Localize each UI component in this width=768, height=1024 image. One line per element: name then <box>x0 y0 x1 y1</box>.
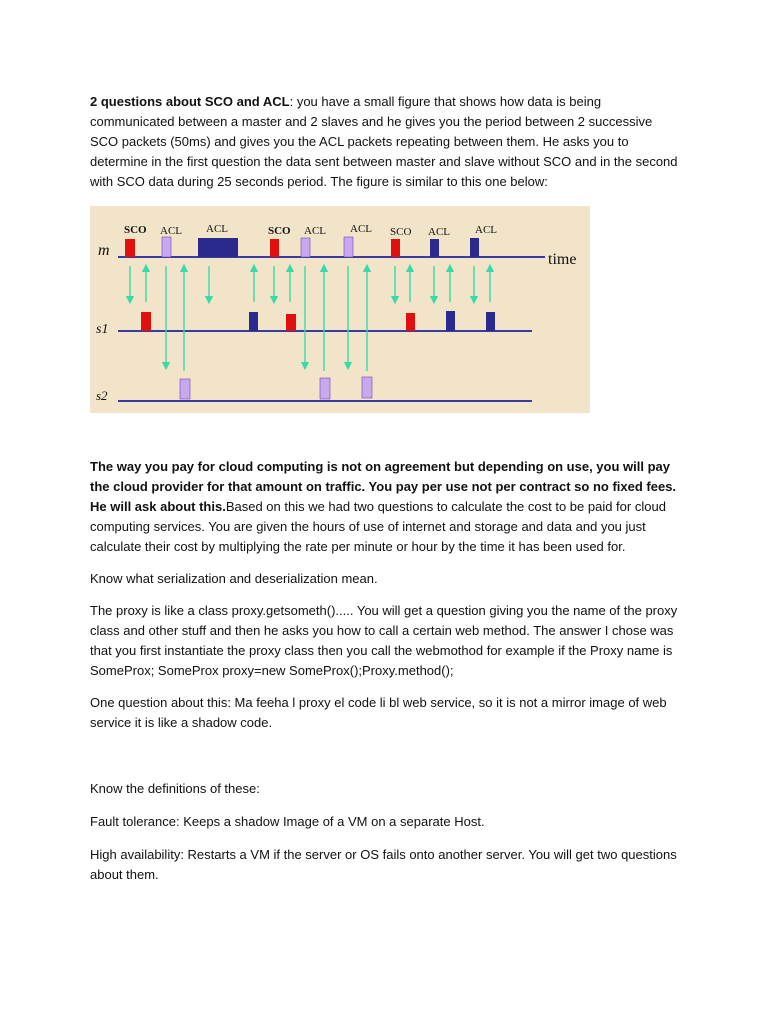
packet-m-acl-3 <box>301 238 310 257</box>
packet-s1-acl-1 <box>249 312 258 331</box>
packet-s1-sco-3 <box>406 313 415 331</box>
bold-cloud-pay: The way you pay for cloud computing is not on agreement but depending on use, you will pay the cloud provider for that amount on traffic. You pay per use not per contract so no fixed fees. He will ask about this. <box>90 459 677 514</box>
label-sco-3: SCO <box>390 226 412 238</box>
packet-s1-sco-2 <box>286 314 296 331</box>
paragraph-sco-acl: 2 questions about SCO and ACL: you have a small figure that shows how data is being communicated between a master and 2 slaves and he gives you the period between 2 successive SCO packets (50ms) and gives you the ACL packets repeating between them. He asks you to determine in the first question the data sent between master and slave without SCO and in the second with SCO data during 25 seconds period. The figure is similar to this one below: <box>90 94 678 189</box>
label-time: time <box>548 251 577 268</box>
label-s2: s2 <box>96 388 108 403</box>
packet-m-sco-1 <box>125 239 135 257</box>
packet-m-acl-4 <box>344 237 353 257</box>
paragraph-serialization: Know what serialization and deserialization mean. <box>90 571 378 586</box>
packet-m-acl-5 <box>430 239 439 257</box>
packet-s1-acl-3 <box>486 312 495 331</box>
label-acl-2: ACL <box>206 223 228 235</box>
packet-m-acl-2 <box>198 238 238 257</box>
packet-m-acl-6 <box>470 238 479 257</box>
paragraph-cloud-pay: The way you pay for cloud computing is not on agreement but depending on use, you will pay the cloud provider for that amount on traffic. You pay per use not per contract so no fixed fees. He will ask about this.Based on this we had two questions to calculate the cost to be paid for cloud computing services. You are given the hours of use of internet and storage and data and you just calculate their cost by multiplying the rate per minute or hour by the time it has been used for. <box>90 459 677 554</box>
paragraph-fault-tolerance: Fault tolerance: Keeps a shadow Image of a VM on a separate Host. <box>90 814 485 829</box>
packet-m-sco-2 <box>270 239 279 257</box>
packet-s1-acl-2 <box>446 311 455 331</box>
sco-acl-figure <box>90 206 590 413</box>
paragraph-definitions: Know the definitions of these: <box>90 781 260 796</box>
packet-m-sco-3 <box>391 239 400 257</box>
label-acl-5: ACL <box>428 226 450 238</box>
timing-diagram <box>90 206 590 413</box>
paragraph-proxy-question: One question about this: Ma feeha l proxy el code li bl web service, so it is not a mirror image of web service it is like a shadow code. <box>90 695 667 730</box>
arrows <box>130 266 490 371</box>
label-m: m <box>98 242 110 259</box>
label-sco-1: SCO <box>124 224 147 236</box>
label-s1: s1 <box>96 322 109 337</box>
document-page <box>90 92 680 885</box>
paragraph-high-availability: High availability: Restarts a VM if the server or OS fails onto another server. You will get two questions about them. <box>90 847 677 882</box>
label-sco-2: SCO <box>268 225 291 237</box>
packet-s2-acl-1 <box>180 379 190 399</box>
paragraph-proxy: The proxy is like a class proxy.getsometh()..... You will get a question giving you the name of the proxy class and other stuff and then he asks you how to call a certain web method. The answer I chose was that you first instantiate the proxy class then you call the webmothod for example if the Proxy name is SomeProx; SomeProx proxy=new SomeProx();Proxy.method(); <box>90 603 678 678</box>
packet-s2-acl-3 <box>362 377 372 398</box>
packet-s2-acl-2 <box>320 378 330 399</box>
label-acl-3: ACL <box>304 225 326 237</box>
packet-s1-sco-1 <box>141 312 151 331</box>
heading-sco-acl: 2 questions about SCO and ACL <box>90 94 290 109</box>
packet-m-acl-1 <box>162 237 171 257</box>
label-acl-6: ACL <box>475 224 497 236</box>
label-acl-1: ACL <box>160 225 182 237</box>
label-acl-4: ACL <box>350 223 372 235</box>
